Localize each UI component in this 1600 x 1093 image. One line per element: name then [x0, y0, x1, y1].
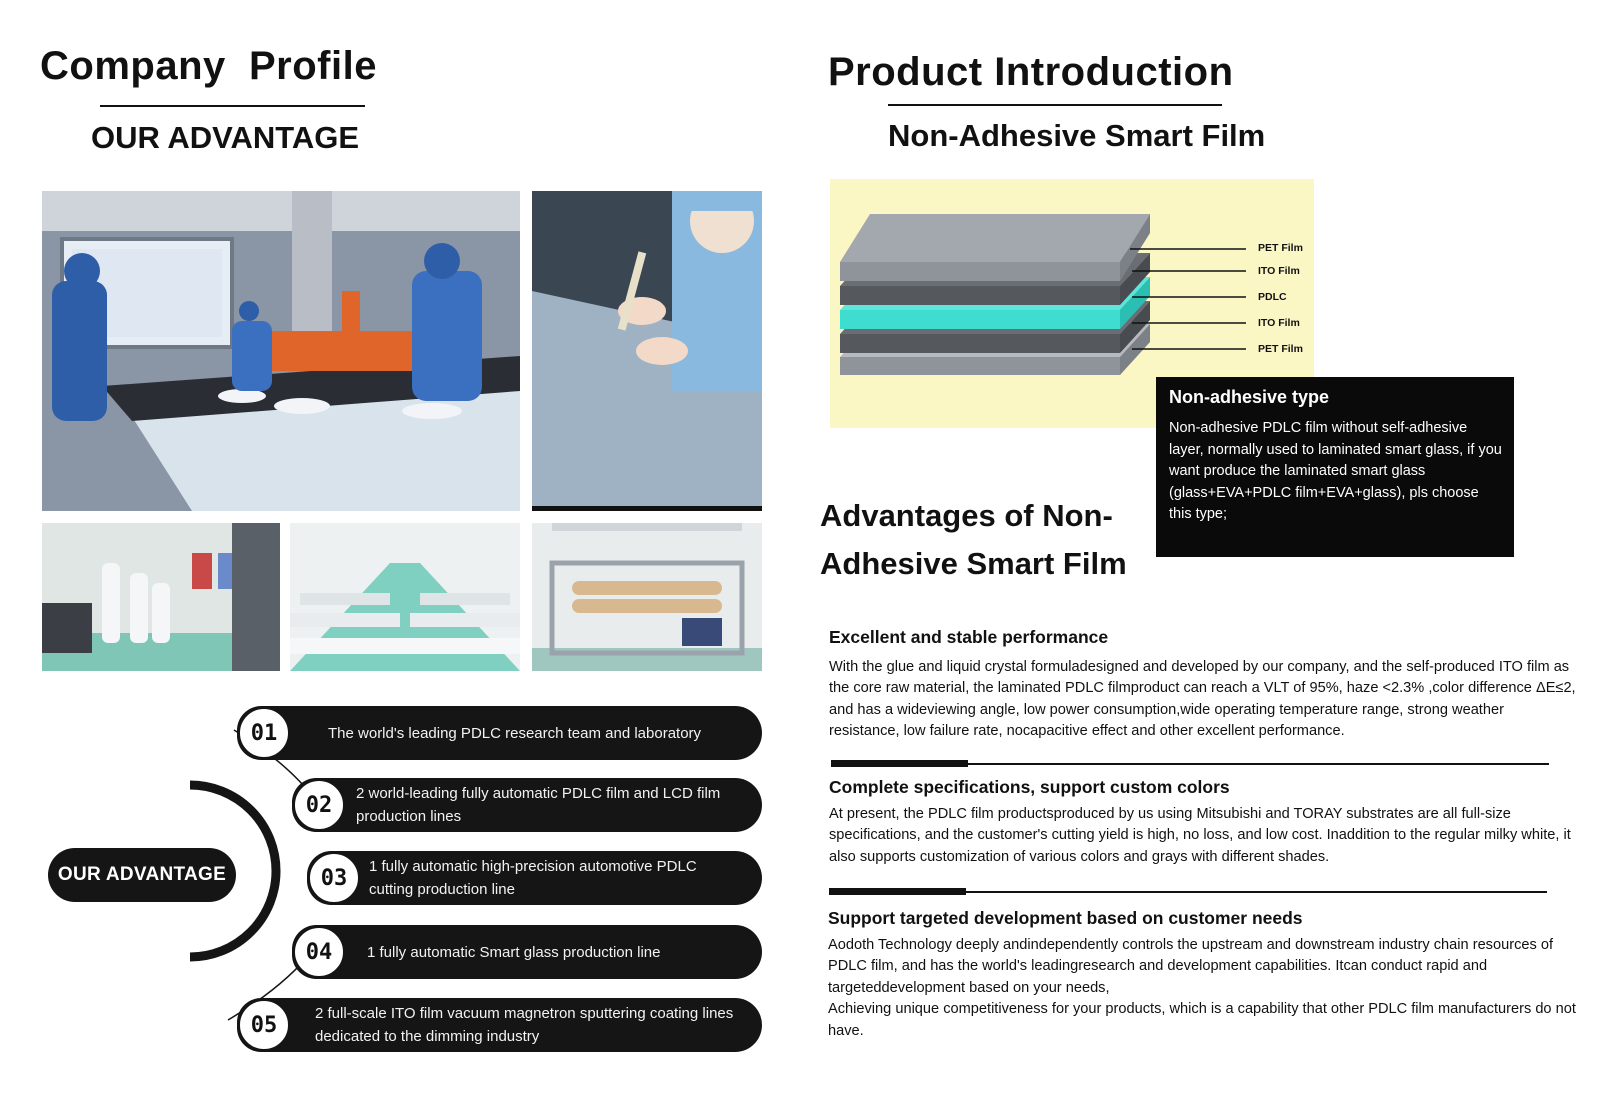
section-body-performance: With the glue and liquid crystal formuladesigned and developed by our company, and the self-produced ITO film as the core raw material, the laminated PDLC filmproduct can reach a VLT of 95%, haze <2.3% ,color difference ΔE≤2, and has a wideviewing angle, low power consumption,wide operating temperature range, strong weather resistance, low failure rate, nocapacitive effect and other excellent performance.	[829, 659, 1576, 740]
non-adhesive-type-box	[1156, 377, 1514, 557]
film-cutting-photo	[532, 191, 762, 511]
item-number: 03	[307, 851, 361, 905]
item-text: 2 full-scale ITO film vacuum magnetron sputtering coating lines dedicated to the dimming industry	[315, 1005, 734, 1045]
advantage-item-02	[292, 778, 762, 832]
non-adhesive-type-description: Non-adhesive PDLC film without self-adhesive layer, normally used to laminated smart glass, if you want produce the laminated smart glass (glass+EVA+PDLC film+EVA+glass), pls choose this type;	[1169, 420, 1502, 522]
our-advantage-badge: OUR ADVANTAGE	[48, 848, 236, 902]
non-adhesive-subtitle: Non-Adhesive Smart Film	[888, 118, 1266, 153]
advantage-item-03	[307, 851, 762, 905]
item-text: 1 fully automatic Smart glass production line	[367, 943, 661, 961]
company-profile-title: Company Profile	[40, 44, 377, 88]
item-number: 01	[237, 706, 291, 760]
non-adhesive-type-title: Non-adhesive type	[1169, 387, 1330, 407]
product-introduction-title: Product Introduction	[828, 50, 1234, 94]
section-body-specifications: At present, the PDLC film productsproduced by us using Mitsubishi and TORAY substrates are all full-size specifications, and the customer's cutting yield is high, no loss, and low cost. Inaddition to the regular milky white, it also supports customization of various colors and grays with different shades.	[829, 806, 1571, 865]
section-body-development-p1: Aodoth Technology deeply andindependently controls the upstream and downstream industry chain resources of PDLC film, and has the world's leadingresearch and development capabilities. Itcan conduct rapid and targeteddevelopment based on your needs,	[828, 937, 1554, 996]
item-number: 05	[237, 998, 291, 1052]
advantage-item-05	[237, 998, 762, 1052]
section-title-performance: Excellent and stable performance	[829, 627, 1109, 647]
layer-label-ito-bottom: ITO Film	[1258, 317, 1300, 329]
section-divider	[831, 763, 1549, 765]
item-text: 2 world-leading fully automatic PDLC film and LCD film production lines	[356, 785, 721, 825]
layer-label-pet-top: PET Film	[1258, 242, 1303, 254]
section-title-specifications: Complete specifications, support custom colors	[829, 777, 1230, 797]
our-advantage-subtitle: OUR ADVANTAGE	[91, 120, 360, 155]
layer-label-pet-bottom: PET Film	[1258, 343, 1303, 355]
title-underline	[100, 105, 365, 107]
advantages-heading: Advantages of Non-Adhesive Smart Film	[820, 498, 1127, 581]
production-machine-photo	[532, 523, 762, 671]
section-body-development	[828, 935, 1576, 1042]
laboratory-photo	[42, 523, 280, 671]
item-text: The world's leading PDLC research team and laboratory	[328, 724, 702, 742]
section-body-development-p2: Achieving unique competitiveness for your products, which is a capability that other PDLC film manufacturers do not have.	[828, 1001, 1576, 1039]
item-number: 04	[292, 925, 346, 979]
factory-photo-large	[42, 191, 520, 511]
item-number: 02	[292, 778, 346, 832]
layer-label-pdlc: PDLC	[1258, 291, 1287, 303]
advantage-item-01	[237, 706, 762, 760]
advantage-item-04	[292, 925, 762, 979]
item-text: 1 fully automatic high-precision automotive PDLC cutting production line	[369, 858, 697, 898]
section-title-development: Support targeted development based on customer needs	[828, 908, 1303, 928]
title-underline	[888, 104, 1222, 106]
layer-label-ito-top: ITO Film	[1258, 265, 1300, 277]
clean-room-photo	[290, 523, 520, 671]
section-divider	[829, 891, 1547, 893]
